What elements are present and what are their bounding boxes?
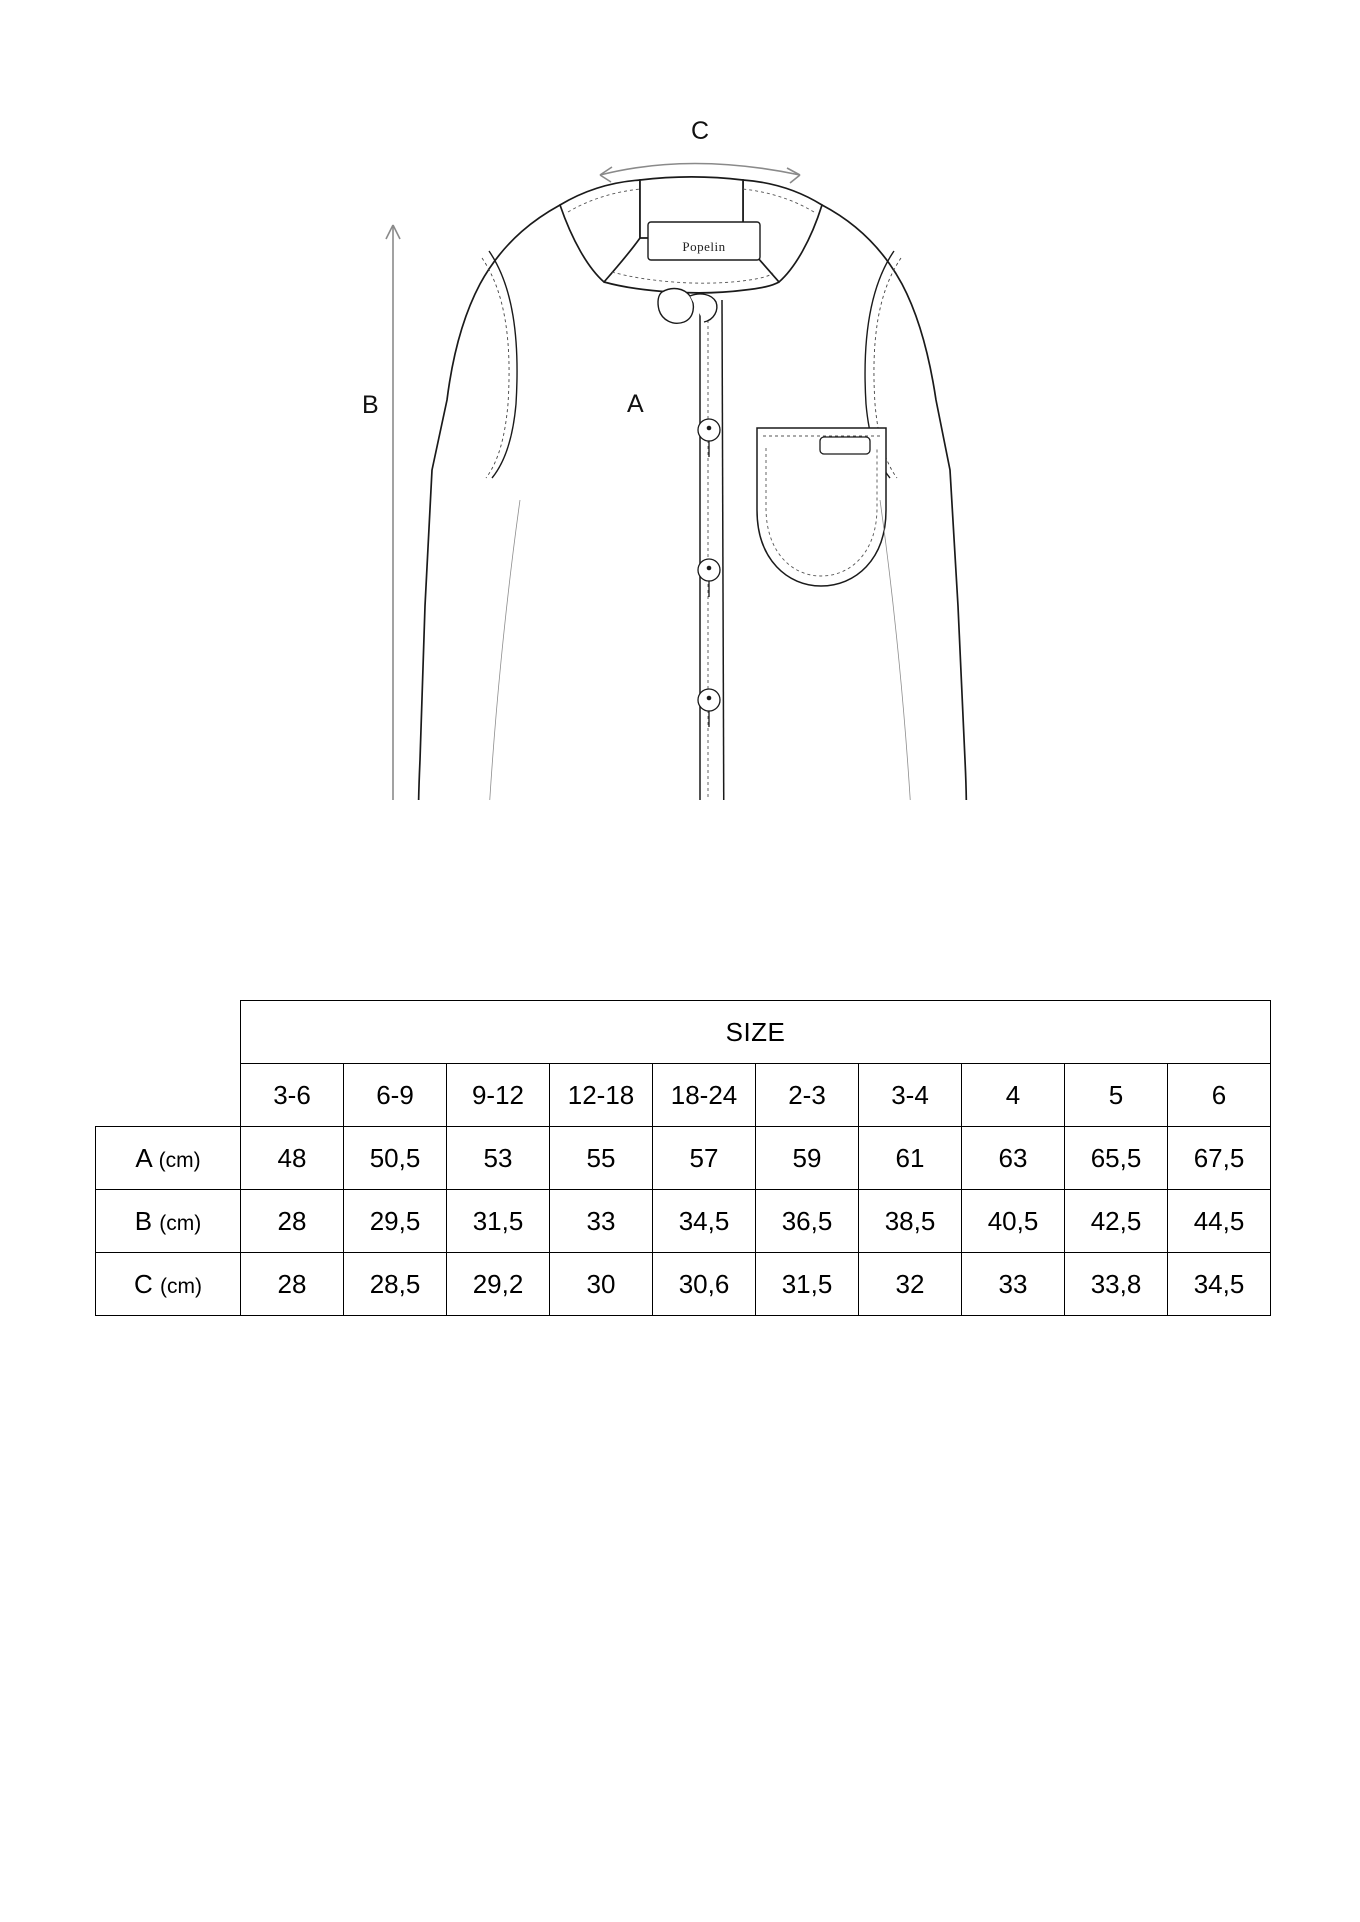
dimension-label-b: B — [362, 391, 379, 419]
garment-drawing-panel — [0, 0, 1360, 800]
dimension-label-a: A — [627, 390, 644, 418]
size-column-header: 6 — [1168, 1064, 1271, 1127]
measurement-unit: (cm) — [160, 1274, 202, 1298]
table-corner-blank — [96, 1001, 241, 1064]
size-column-header: 18-24 — [653, 1064, 756, 1127]
measurement-letter: C — [134, 1268, 153, 1299]
size-table-header-row — [96, 1064, 1271, 1127]
measurement-cell: 59 — [756, 1127, 859, 1190]
measurement-cell: 28 — [241, 1190, 344, 1253]
measurement-row-label — [96, 1127, 241, 1190]
size-column-header: 4 — [962, 1064, 1065, 1127]
measurement-row-label — [96, 1190, 241, 1253]
measurement-cell: 53 — [447, 1127, 550, 1190]
size-table — [95, 1000, 1271, 1316]
size-column-header: 3-6 — [241, 1064, 344, 1127]
measurement-cell: 42,5 — [1065, 1190, 1168, 1253]
size-table-title: SIZE — [241, 1001, 1271, 1064]
measurement-cell: 32 — [859, 1253, 962, 1316]
size-column-header: 6-9 — [344, 1064, 447, 1127]
measurement-cell: 29,5 — [344, 1190, 447, 1253]
pocket-tab — [820, 437, 870, 454]
measurement-cell: 33 — [550, 1190, 653, 1253]
measurement-cell: 40,5 — [962, 1190, 1065, 1253]
measurement-cell: 44,5 — [1168, 1190, 1271, 1253]
measurement-cell: 33,8 — [1065, 1253, 1168, 1316]
measurement-cell: 57 — [653, 1127, 756, 1190]
measurement-cell: 31,5 — [756, 1253, 859, 1316]
measurement-cell: 67,5 — [1168, 1127, 1271, 1190]
dimension-label-c: C — [691, 117, 710, 145]
measurement-unit: (cm) — [159, 1211, 202, 1235]
table-corner-blank — [96, 1064, 241, 1127]
measurement-cell: 55 — [550, 1127, 653, 1190]
brand-label: Popelin — [682, 239, 726, 254]
size-chart — [95, 1000, 1270, 1316]
size-table-title-row — [96, 1001, 1271, 1064]
measurement-cell: 31,5 — [447, 1190, 550, 1253]
measurement-cell: 50,5 — [344, 1127, 447, 1190]
measurement-cell: 63 — [962, 1127, 1065, 1190]
measurement-cell: 33 — [962, 1253, 1065, 1316]
measurement-row — [96, 1190, 1271, 1253]
measurement-row — [96, 1127, 1271, 1190]
measurement-cell: 29,2 — [447, 1253, 550, 1316]
garment-technical-sketch — [0, 0, 1360, 800]
size-column-header: 3-4 — [859, 1064, 962, 1127]
size-column-header: 2-3 — [756, 1064, 859, 1127]
measurement-letter: A — [135, 1142, 152, 1173]
size-column-header: 12-18 — [550, 1064, 653, 1127]
measurement-cell: 61 — [859, 1127, 962, 1190]
measurement-cell: 65,5 — [1065, 1127, 1168, 1190]
dimension-arrow-b — [386, 225, 400, 800]
measurement-cell: 28 — [241, 1253, 344, 1316]
measurement-cell: 28,5 — [344, 1253, 447, 1316]
measurement-letter: B — [134, 1205, 153, 1236]
measurement-cell: 38,5 — [859, 1190, 962, 1253]
size-column-header: 5 — [1065, 1064, 1168, 1127]
measurement-row — [96, 1253, 1271, 1316]
measurement-cell: 36,5 — [756, 1190, 859, 1253]
measurement-unit: (cm) — [158, 1148, 201, 1172]
measurement-cell: 30,6 — [653, 1253, 756, 1316]
measurement-cell: 30 — [550, 1253, 653, 1316]
measurement-cell: 48 — [241, 1127, 344, 1190]
measurement-row-label — [96, 1253, 241, 1316]
measurement-cell: 34,5 — [653, 1190, 756, 1253]
size-column-header: 9-12 — [447, 1064, 550, 1127]
measurement-cell: 34,5 — [1168, 1253, 1271, 1316]
